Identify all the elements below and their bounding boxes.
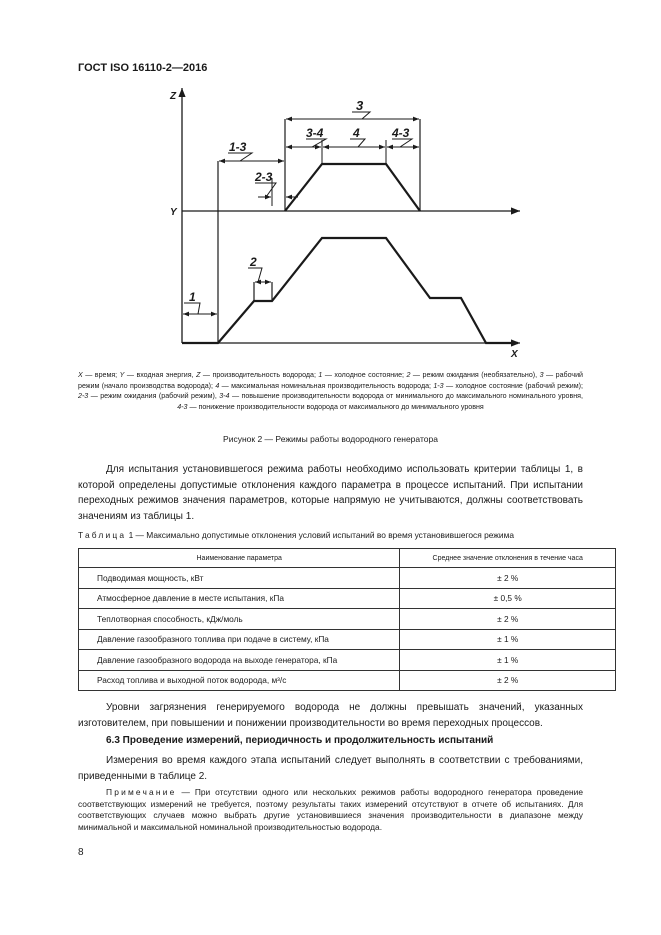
table-cell-deviation: ± 1 % [400,650,616,671]
input-energy-curve [182,238,518,343]
table-cell-parameter: Давление газообразного водорода на выходе генератора, кПа [79,650,400,671]
document-header: ГОСТ ISO 16110-2—2016 [78,62,208,74]
label-4: 4 [353,126,360,140]
z-axis-label: Z [170,91,177,102]
table-cell-deviation: ± 0,5 % [400,588,616,609]
table-cell-deviation: ± 2 % [400,670,616,691]
label-2: 2 [250,255,257,269]
paragraph-measurements: Измерения во время каждого этапа испытаний следует выполнять в соответствии с требованиями, приведенными в таблице 2. [78,755,583,782]
label-3: 3 [356,98,364,113]
table-cell-parameter: Давление газообразного топлива при подаче в систему, кПа [79,629,400,650]
table-cell-deviation: ± 2 % [400,568,616,589]
table-title: Таблица 1 — Максимально допустимые отклонения условий испытаний во время установившегося режима [78,530,514,540]
page-number: 8 [78,847,84,858]
table-cell-parameter: Теплотворная способность, кДж/моль [79,609,400,630]
table-row [79,609,616,630]
operating-modes-diagram [0,0,661,370]
table-cell-parameter: Расход топлива и выходной поток водорода, м³/с [79,670,400,691]
figure-title: Рисунок 2 — Режимы работы водородного генератора [223,434,438,444]
label-4-3: 4-3 [392,126,410,140]
table-header-row [79,549,616,568]
note-text: — При отсутствии одного или нескольких режимов работы водородного генератора проведение соответствующих измерений не требуется, поэтому результаты таких измерений отсутствуют в отчете об испытаниях. Для соответствующих случаев можно выбрать другие установившиеся значения производительности в диапазоне между минимальной и максимальной номинальной производительностью водорода. [78,787,583,832]
hydrogen-output-curve [285,164,420,211]
table-cell-parameter: Атмосферное давление в месте испытания, кПа [79,588,400,609]
label-3-4: 3-4 [306,126,324,140]
table-row [79,650,616,671]
paragraph-contamination: Уровни загрязнения генерируемого водорода не должны превышать значений, указанных изготовителем, при повышении и понижении производительности во время переходных процессов. [78,702,583,729]
note-label: Примечание [106,787,177,797]
label-2-3: 2-3 [255,170,273,184]
table-row [79,670,616,691]
label-1: 1 [189,290,196,304]
table-row [79,629,616,650]
label-1-3: 1-3 [229,140,247,154]
x-axis-label: X [511,349,518,360]
section-heading: 6.3 Проведение измерений, периодичность и продолжительность испытаний [106,735,494,746]
table-row [79,568,616,589]
deviation-table [78,548,616,691]
table-header-cell: Среднее значение отклонения в течение часа [400,549,616,568]
paragraph-steady-state: Для испытания установившегося режима работы необходимо использовать критерии таблицы 1, в которой определены допустимые отклонения каждого параметра в процессе испытаний. При испытании переходных режимов значения параметров, которые напрямую не учитываются, должны соответствовать значениям из таблицы 1. [78,464,583,522]
table-cell-deviation: ± 1 % [400,629,616,650]
table-header-cell: Наименование параметра [79,549,400,568]
note [78,787,583,833]
table-cell-deviation: ± 2 % [400,609,616,630]
figure-legend: X — время; Y — входная энергия, Z — производительность водорода; 1 — холодное состояние; 2 — режим ожидания (необязательно), 3 — рабочий режим (начало производства водорода); 4 — максимальная номинальная производительность водорода; 1-3 — холодное состояние (рабочий режим); 2-3 — режим ожидания (рабочий режим), 3-4 — повышение производительности водорода от минимального до максимального номинального уровня, 4-3 — понижение производительности водорода от максимального до минимального уровня [78,371,583,411]
y-axis-label: Y [170,207,177,218]
table-row [79,588,616,609]
table-cell-parameter: Подводимая мощность, кВт [79,568,400,589]
